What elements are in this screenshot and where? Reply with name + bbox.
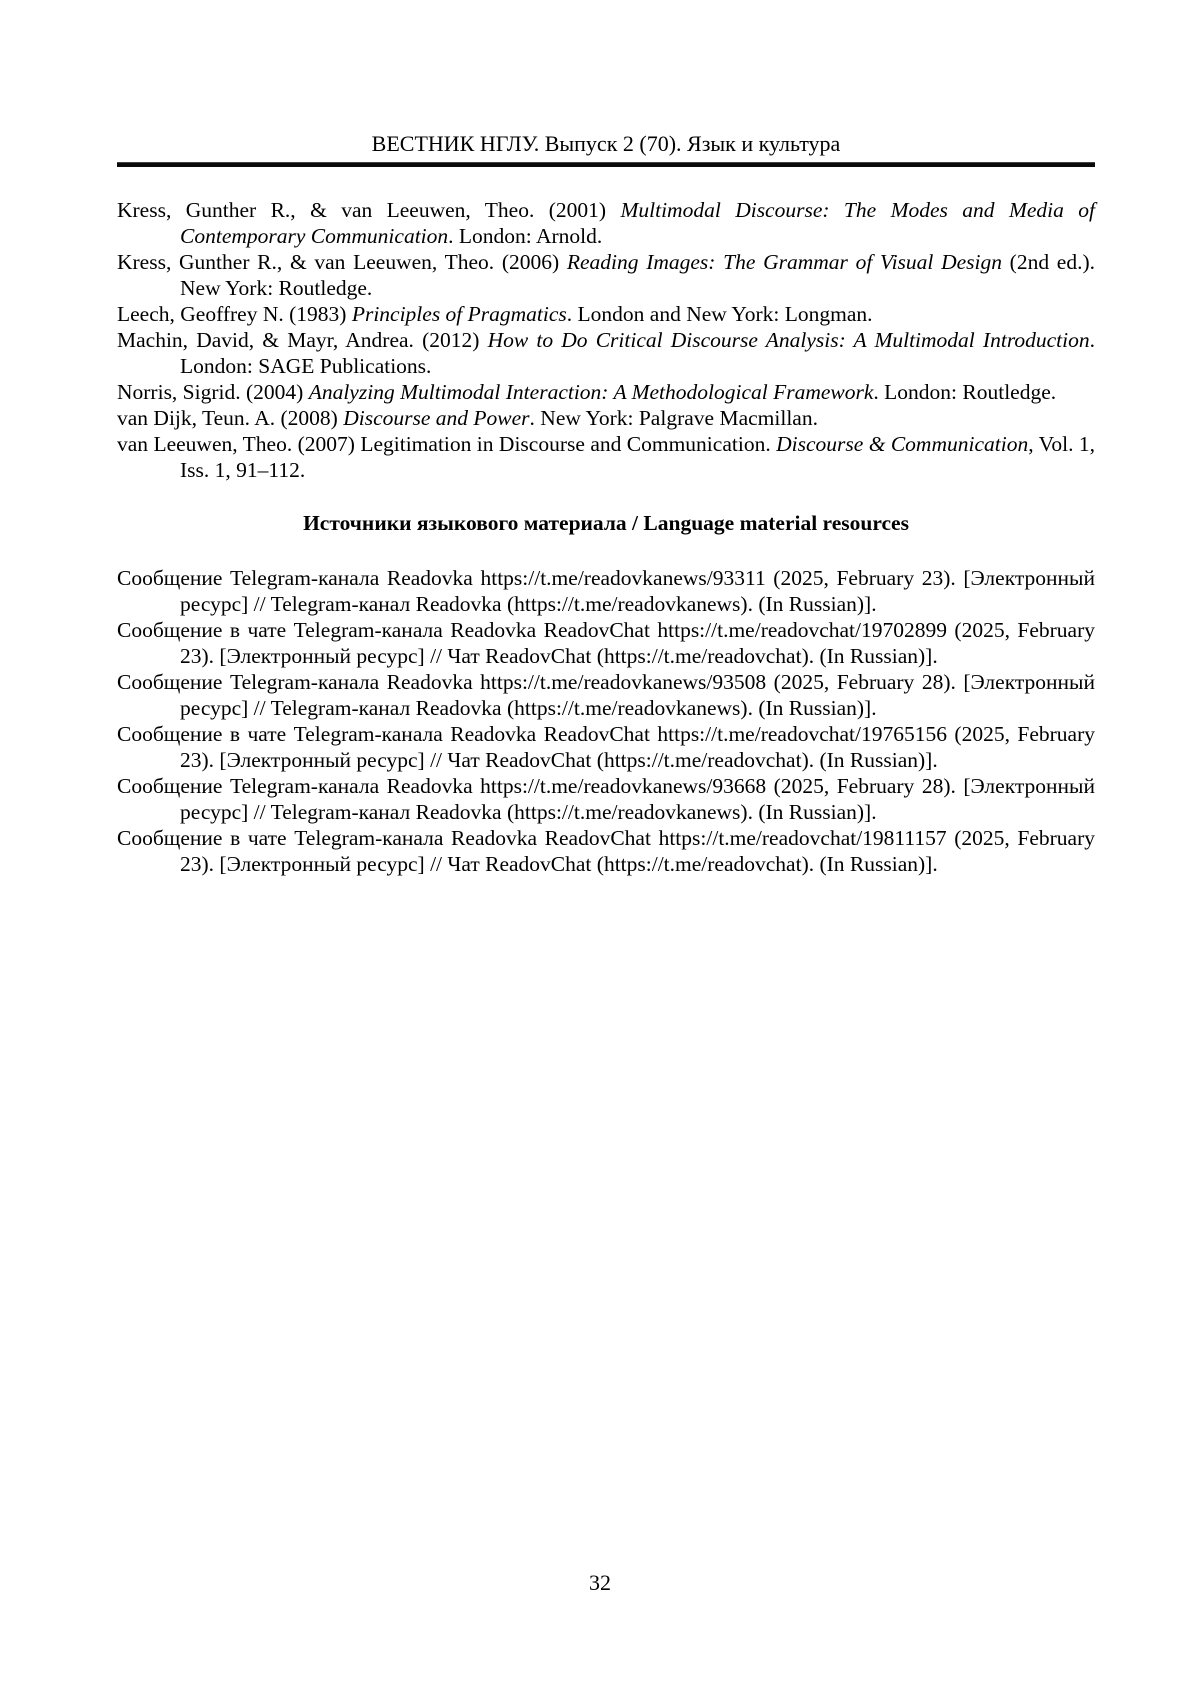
reference-item: Machin, David, & Mayr, Andrea. (2012) How to Do Critical Discourse Analysis: A Multimodal Introduction. London: SAGE Publications.	[117, 328, 1096, 378]
source-item: Сообщение Telegram-канала Readovka https://t.me/readovkanews/93668 (2025, February 28). [Электронный ресурс] // Telegram-канал Readovka (https://t.me/readovkanews). (In Russian)].	[117, 774, 1095, 824]
reference-item: Kress, Gunther R., & van Leeuwen, Theo. (2001) Multimodal Discourse: The Modes and Media of Contemporary Communication. London: Arnold.	[117, 198, 1095, 248]
sources-heading: Источники языкового материала / Language material resources	[303, 511, 909, 535]
reference-item: van Leeuwen, Theo. (2007) Legitimation in Discourse and Communication. Discourse & Communication, Vol. 1, Iss. 1, 91–112.	[117, 432, 1095, 482]
header-rule	[117, 162, 1095, 167]
source-item: Сообщение Telegram-канала Readovka https://t.me/readovkanews/93508 (2025, February 28). [Электронный ресурс] // Telegram-канал Readovka (https://t.me/readovkanews). (In Russian)].	[117, 670, 1095, 720]
reference-item: Norris, Sigrid. (2004) Analyzing Multimodal Interaction: A Methodological Framework. London: Routledge.	[117, 380, 1057, 404]
page-content	[117, 0, 1095, 877]
reference-item: Kress, Gunther R., & van Leeuwen, Theo. (2006) Reading Images: The Grammar of Visual Design (2nd ed.). New York: Routledge.	[117, 250, 1095, 300]
source-item: Сообщение в чате Telegram-канала Readovka ReadovChat https://t.me/readovchat/19702899 (2025, February 23). [Электронный ресурс] // Чат ReadovChat (https://t.me/readovchat). (In Russian)].	[117, 618, 1095, 668]
sources-list	[117, 565, 1095, 877]
source-item: Сообщение Telegram-канала Readovka https://t.me/readovkanews/93311 (2025, February 23). [Электронный ресурс] // Telegram-канал Readovka (https://t.me/readovkanews). (In Russian)].	[117, 566, 1095, 616]
references-list	[117, 197, 1095, 483]
page-number: 32	[589, 1570, 611, 1595]
reference-item: van Dijk, Teun. A. (2008) Discourse and Power. New York: Palgrave Macmillan.	[117, 406, 818, 430]
source-item: Сообщение в чате Telegram-канала Readovka ReadovChat https://t.me/readovchat/19765156 (2025, February 23). [Электронный ресурс] // Чат ReadovChat (https://t.me/readovchat). (In Russian)].	[117, 722, 1095, 772]
reference-item: Leech, Geoffrey N. (1983) Principles of Pragmatics. London and New York: Longman.	[117, 302, 873, 326]
source-item: Сообщение в чате Telegram-канала Readovka ReadovChat https://t.me/readovchat/19811157 (2025, February 23). [Электронный ресурс] // Чат ReadovChat (https://t.me/readovchat). (In Russian)].	[117, 826, 1095, 876]
running-head: ВЕСТНИК НГЛУ. Выпуск 2 (70). Язык и культура	[371, 131, 841, 156]
